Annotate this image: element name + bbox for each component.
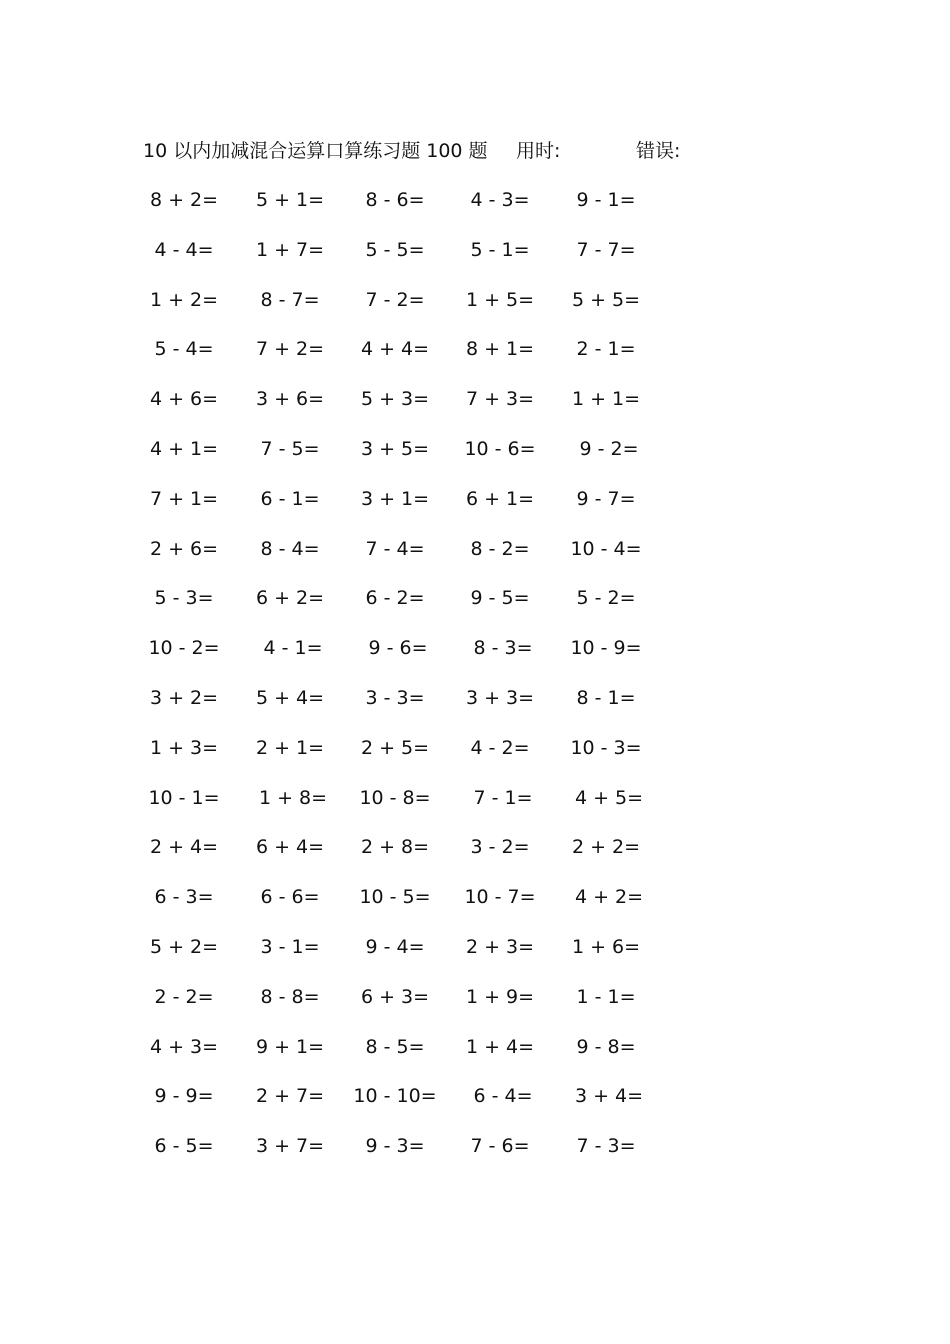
problem: 1 + 7= xyxy=(255,238,325,261)
problem: 3 - 3= xyxy=(365,686,425,709)
problem: 6 - 2= xyxy=(365,587,425,610)
problem: 10 - 9= xyxy=(570,637,642,660)
problem: 2 + 8= xyxy=(360,836,430,859)
problem: 3 + 5= xyxy=(360,437,430,460)
problem-row xyxy=(130,982,770,1032)
problem-row xyxy=(130,285,770,335)
problem: 7 + 2= xyxy=(255,338,325,361)
problem: 9 - 2= xyxy=(573,437,639,460)
problem: 2 + 2= xyxy=(571,836,641,859)
problem: 5 - 4= xyxy=(154,338,214,361)
problem-row xyxy=(130,1131,770,1181)
problem: 4 + 3= xyxy=(149,1035,219,1058)
problem: 7 + 3= xyxy=(465,388,535,411)
problem-row xyxy=(130,733,770,783)
problem: 7 + 1= xyxy=(149,487,219,510)
problem: 4 - 2= xyxy=(470,736,530,759)
problem: 2 + 4= xyxy=(149,836,219,859)
problem: 4 + 5= xyxy=(568,786,644,809)
problem: 10 - 2= xyxy=(148,637,220,660)
problem-row xyxy=(130,1032,770,1082)
problem: 9 - 3= xyxy=(365,1135,425,1158)
problem: 4 - 3= xyxy=(470,189,530,211)
problem-row xyxy=(130,235,770,285)
problem: 2 + 1= xyxy=(255,736,325,759)
problem: 3 + 4= xyxy=(568,1085,644,1108)
problem: 5 + 5= xyxy=(571,288,641,311)
problem: 7 - 3= xyxy=(576,1135,636,1158)
problem: 10 - 8= xyxy=(359,786,431,809)
problem: 4 - 1= xyxy=(257,637,323,660)
problem: 9 - 5= xyxy=(470,587,530,610)
problem: 9 - 6= xyxy=(362,637,428,660)
problem-row xyxy=(130,832,770,882)
problem: 8 - 1= xyxy=(576,686,636,709)
problem: 9 - 8= xyxy=(576,1035,636,1058)
problem: 6 + 2= xyxy=(255,587,325,610)
problem: 2 - 1= xyxy=(576,338,636,361)
problem: 6 + 4= xyxy=(255,836,325,859)
problem: 9 + 1= xyxy=(255,1035,325,1058)
problem-row xyxy=(130,633,770,683)
problem: 3 - 1= xyxy=(260,935,320,958)
problem: 8 + 1= xyxy=(465,338,535,361)
problem: 3 + 1= xyxy=(360,487,430,510)
problem: 3 + 7= xyxy=(255,1135,325,1158)
problem: 1 + 3= xyxy=(149,736,219,759)
problem: 10 - 6= xyxy=(464,437,536,460)
problem-row xyxy=(130,384,770,434)
problem: 1 - 1= xyxy=(576,985,636,1008)
problem: 6 - 3= xyxy=(154,886,214,909)
problem-row xyxy=(130,932,770,982)
problem: 9 - 9= xyxy=(154,1085,214,1108)
problem-row xyxy=(130,484,770,534)
problem-row xyxy=(130,783,770,833)
problem: 9 - 4= xyxy=(365,935,425,958)
problem: 5 + 2= xyxy=(149,935,219,958)
problem: 10 - 10= xyxy=(353,1085,437,1108)
problem: 5 + 1= xyxy=(255,189,325,211)
problem-row xyxy=(130,683,770,733)
problem: 8 - 8= xyxy=(260,985,320,1008)
problem: 10 - 4= xyxy=(570,537,642,560)
problem: 7 - 1= xyxy=(467,786,533,809)
problem: 1 + 5= xyxy=(465,288,535,311)
problem: 9 - 7= xyxy=(576,487,636,510)
problem: 1 + 2= xyxy=(149,288,219,311)
problem: 8 - 6= xyxy=(365,189,425,211)
problem-row xyxy=(130,334,770,384)
problem: 8 - 4= xyxy=(260,537,320,560)
problem: 5 + 3= xyxy=(360,388,430,411)
problem-row xyxy=(130,534,770,584)
problem: 6 - 6= xyxy=(260,886,320,909)
problem: 5 - 5= xyxy=(365,238,425,261)
problem-row xyxy=(130,185,770,235)
problem: 8 - 3= xyxy=(467,637,533,660)
worksheet-header xyxy=(0,138,950,164)
problem: 10 - 1= xyxy=(148,786,220,809)
problem: 7 - 2= xyxy=(365,288,425,311)
problem: 3 + 3= xyxy=(465,686,535,709)
problem: 1 + 1= xyxy=(571,388,641,411)
problem: 7 - 5= xyxy=(260,437,320,460)
problem: 7 - 4= xyxy=(365,537,425,560)
problem: 4 - 4= xyxy=(154,238,214,261)
problem: 3 - 2= xyxy=(470,836,530,859)
problem: 6 - 1= xyxy=(260,487,320,510)
problem: 6 - 5= xyxy=(154,1135,214,1158)
problem-row xyxy=(130,882,770,932)
problem: 6 + 1= xyxy=(465,487,535,510)
errors-label: 错误: xyxy=(636,140,681,162)
problem: 5 - 2= xyxy=(576,587,636,610)
problem: 1 + 9= xyxy=(465,985,535,1008)
problem: 2 + 3= xyxy=(465,935,535,958)
problem: 1 + 4= xyxy=(465,1035,535,1058)
problem: 6 + 3= xyxy=(360,985,430,1008)
problem: 4 + 6= xyxy=(149,388,219,411)
problem: 4 + 2= xyxy=(568,886,644,909)
problem: 7 - 7= xyxy=(576,238,636,261)
problem: 10 - 5= xyxy=(359,886,431,909)
problem: 2 - 2= xyxy=(154,985,214,1008)
problem: 1 + 8= xyxy=(252,786,328,809)
problem: 1 + 6= xyxy=(571,935,641,958)
problem: 3 + 2= xyxy=(149,686,219,709)
problem: 2 + 5= xyxy=(360,736,430,759)
problem: 2 + 6= xyxy=(149,537,219,560)
worksheet-title: 10 以内加减混合运算口算练习题 100 题 xyxy=(143,140,488,162)
problem: 8 - 7= xyxy=(260,288,320,311)
problem: 2 + 7= xyxy=(255,1085,325,1108)
problem: 5 - 3= xyxy=(154,587,214,610)
problem-grid xyxy=(130,185,770,1181)
problem: 5 + 4= xyxy=(255,686,325,709)
problem: 10 - 7= xyxy=(464,886,536,909)
problem-row xyxy=(130,1081,770,1131)
problem: 6 - 4= xyxy=(467,1085,533,1108)
problem-row xyxy=(130,583,770,633)
problem: 7 - 6= xyxy=(470,1135,530,1158)
problem: 3 + 6= xyxy=(255,388,325,411)
problem: 4 + 4= xyxy=(360,338,430,361)
problem: 10 - 3= xyxy=(570,736,642,759)
time-used-label: 用时: xyxy=(516,140,561,162)
problem: 9 - 1= xyxy=(576,189,636,211)
problem-row xyxy=(130,434,770,484)
problem: 8 - 5= xyxy=(365,1035,425,1058)
problem: 5 - 1= xyxy=(470,238,530,261)
problem: 8 + 2= xyxy=(149,189,219,211)
problem: 4 + 1= xyxy=(149,437,219,460)
problem: 8 - 2= xyxy=(470,537,530,560)
